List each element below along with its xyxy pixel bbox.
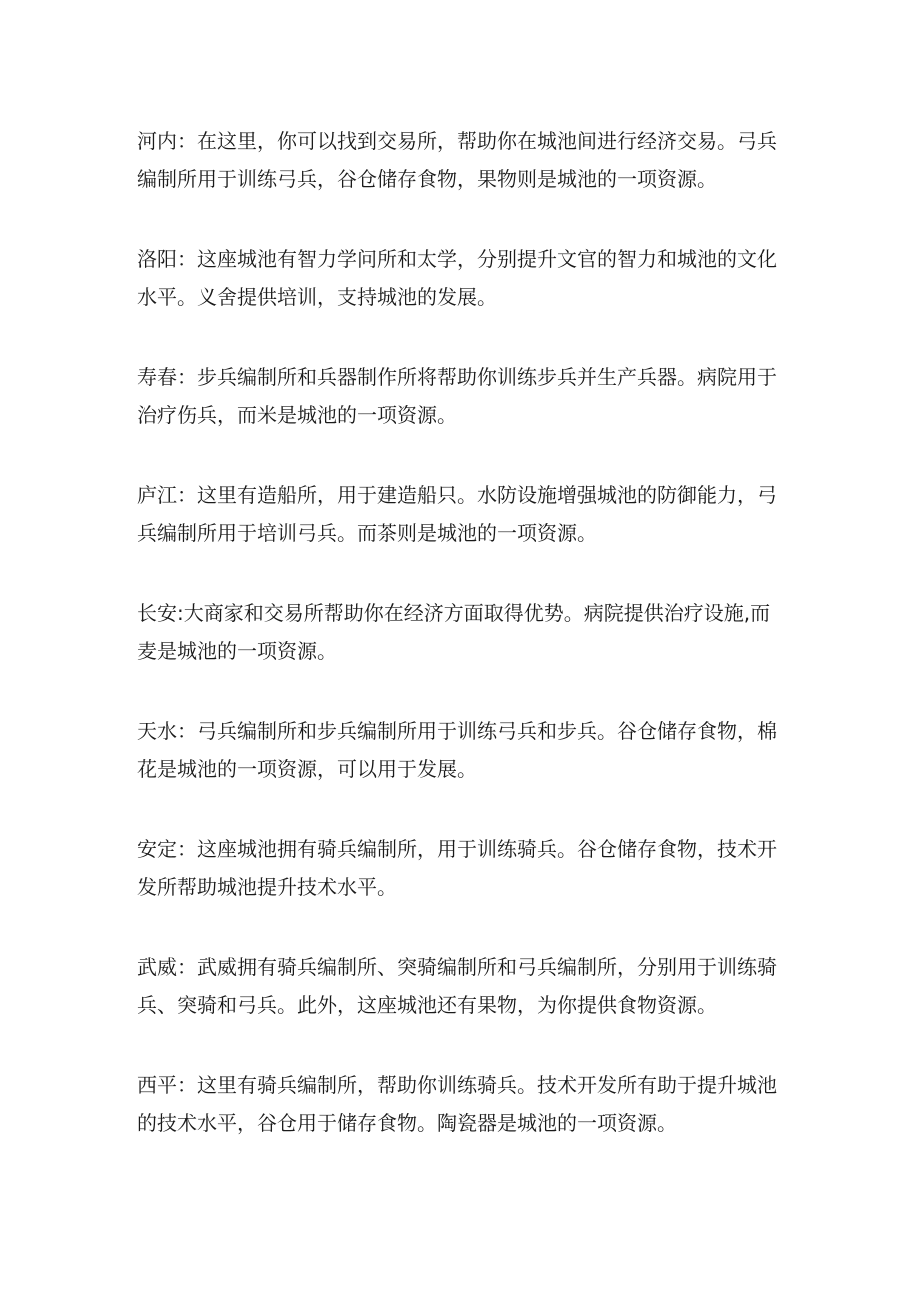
paragraph-shouchun: 寿春：步兵编制所和兵器制作所将帮助你训练步兵并生产兵器。病院用于治疗伤兵，而米是城池的一项资源。 bbox=[137, 365, 777, 427]
paragraph-changan: 长安:大商家和交易所帮助你在经济方面取得优势。病院提供治疗设施,而麦是城池的一项资源。 bbox=[137, 601, 771, 663]
paragraph-xiping: 西平：这里有骑兵编制所，帮助你训练骑兵。技术开发所有助于提升城池的技术水平，谷仓用于储存食物。陶瓷器是城池的一项资源。 bbox=[137, 1073, 777, 1135]
paragraph-hanei: 河内：在这里，你可以找到交易所，帮助你在城池间进行经济交易。弓兵编制所用于训练弓兵，谷仓储存食物，果物则是城池的一项资源。 bbox=[137, 129, 777, 191]
paragraph-wuwei: 武威：武威拥有骑兵编制所、突骑编制所和弓兵编制所，分别用于训练骑兵、突骑和弓兵。此外，这座城池还有果物，为你提供食物资源。 bbox=[137, 955, 777, 1017]
paragraph-anding: 安定：这座城池拥有骑兵编制所，用于训练骑兵。谷仓储存食物，技术开发所帮助城池提升技术水平。 bbox=[137, 837, 777, 899]
document-body bbox=[137, 122, 787, 1184]
paragraph-luoyang: 洛阳：这座城池有智力学问所和太学，分别提升文官的智力和城池的文化水平。义舍提供培训，支持城池的发展。 bbox=[137, 247, 777, 309]
paragraph-lujiang: 庐江：这里有造船所，用于建造船只。水防设施增强城池的防御能力，弓兵编制所用于培训弓兵。而茶则是城池的一项资源。 bbox=[137, 483, 777, 545]
paragraph-tianshui: 天水：弓兵编制所和步兵编制所用于训练弓兵和步兵。谷仓储存食物，棉花是城池的一项资源，可以用于发展。 bbox=[137, 719, 777, 781]
